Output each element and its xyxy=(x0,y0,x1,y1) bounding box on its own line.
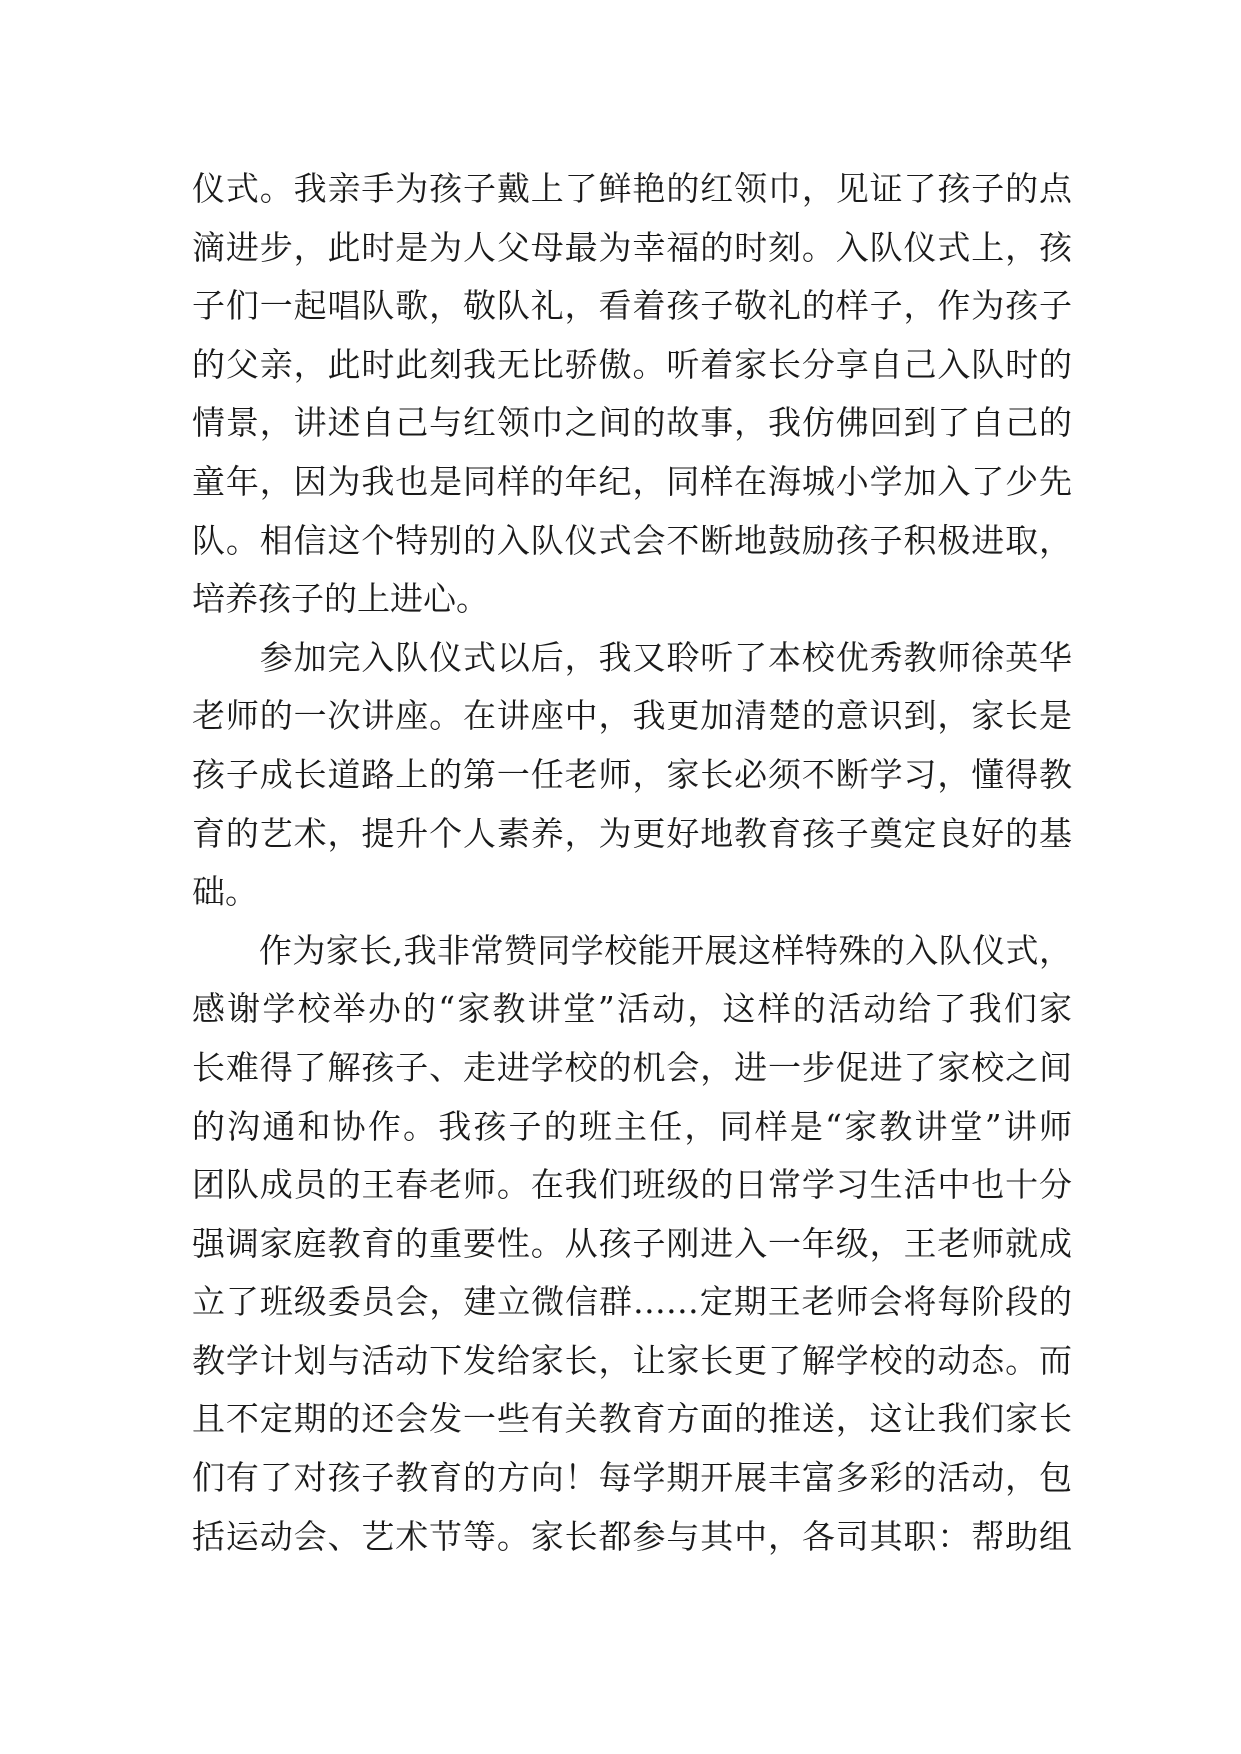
text-line: 老师的一次讲座。在讲座中，我更加清楚的意识到，家长是 xyxy=(192,696,1072,736)
text-line: 础。 xyxy=(192,872,258,912)
text-line: 的沟通和协作。我孩子的班主任，同样是“家教讲堂”讲师 xyxy=(192,1106,1072,1146)
text-line: 长难得了解孩子、走进学校的机会，进一步促进了家校之间 xyxy=(192,1047,1072,1087)
text-line: 队。相信这个特别的入队仪式会不断地鼓励孩子积极进取， xyxy=(192,520,1072,560)
body-text xyxy=(192,160,1072,1566)
text-line: 参加完入队仪式以后，我又聆听了本校优秀教师徐英华 xyxy=(192,637,1072,677)
text-line: 感谢学校举办的“家教讲堂”活动，这样的活动给了我们家 xyxy=(192,989,1072,1029)
text-line: 滴进步，此时是为人父母最为幸福的时刻。入队仪式上，孩 xyxy=(192,227,1072,267)
text-line: 仪式。我亲手为孩子戴上了鲜艳的红领巾，见证了孩子的点 xyxy=(192,169,1072,208)
text-line: 的父亲，此时此刻我无比骄傲。听着家长分享自己入队时的 xyxy=(192,344,1072,384)
text-line: 作为家长,我非常赞同学校能开展这样特殊的入队仪式， xyxy=(192,930,1072,970)
text-line: 团队成员的王春老师。在我们班级的日常学习生活中也十分 xyxy=(192,1165,1072,1205)
text-line: 们有了对孩子教育的方向！每学期开展丰富多彩的活动，包 xyxy=(192,1458,1072,1498)
text-line: 子们一起唱队歌，敬队礼，看着孩子敬礼的样子，作为孩子 xyxy=(192,286,1072,326)
text-line: 教学计划与活动下发给家长，让家长更了解学校的动态。而 xyxy=(192,1340,1072,1380)
text-line: 培养孩子的上进心。 xyxy=(192,579,489,619)
text-line: 情景，讲述自己与红领巾之间的故事，我仿佛回到了自己的 xyxy=(192,403,1072,443)
text-line: 括运动会、艺术节等。家长都参与其中，各司其职：帮助组 xyxy=(192,1516,1072,1556)
text-line: 立了班级委员会，建立微信群……定期王老师会将每阶段的 xyxy=(192,1282,1072,1322)
text-line: 孩子成长道路上的第一任老师，家长必须不断学习，懂得教 xyxy=(192,754,1072,794)
text-line: 强调家庭教育的重要性。从孩子刚进入一年级，王老师就成 xyxy=(192,1223,1072,1263)
text-line: 童年，因为我也是同样的年纪，同样在海城小学加入了少先 xyxy=(192,461,1072,501)
text-line: 且不定期的还会发一些有关教育方面的推送，这让我们家长 xyxy=(192,1399,1072,1439)
text-line: 育的艺术，提升个人素养，为更好地教育孩子奠定良好的基 xyxy=(192,813,1072,853)
